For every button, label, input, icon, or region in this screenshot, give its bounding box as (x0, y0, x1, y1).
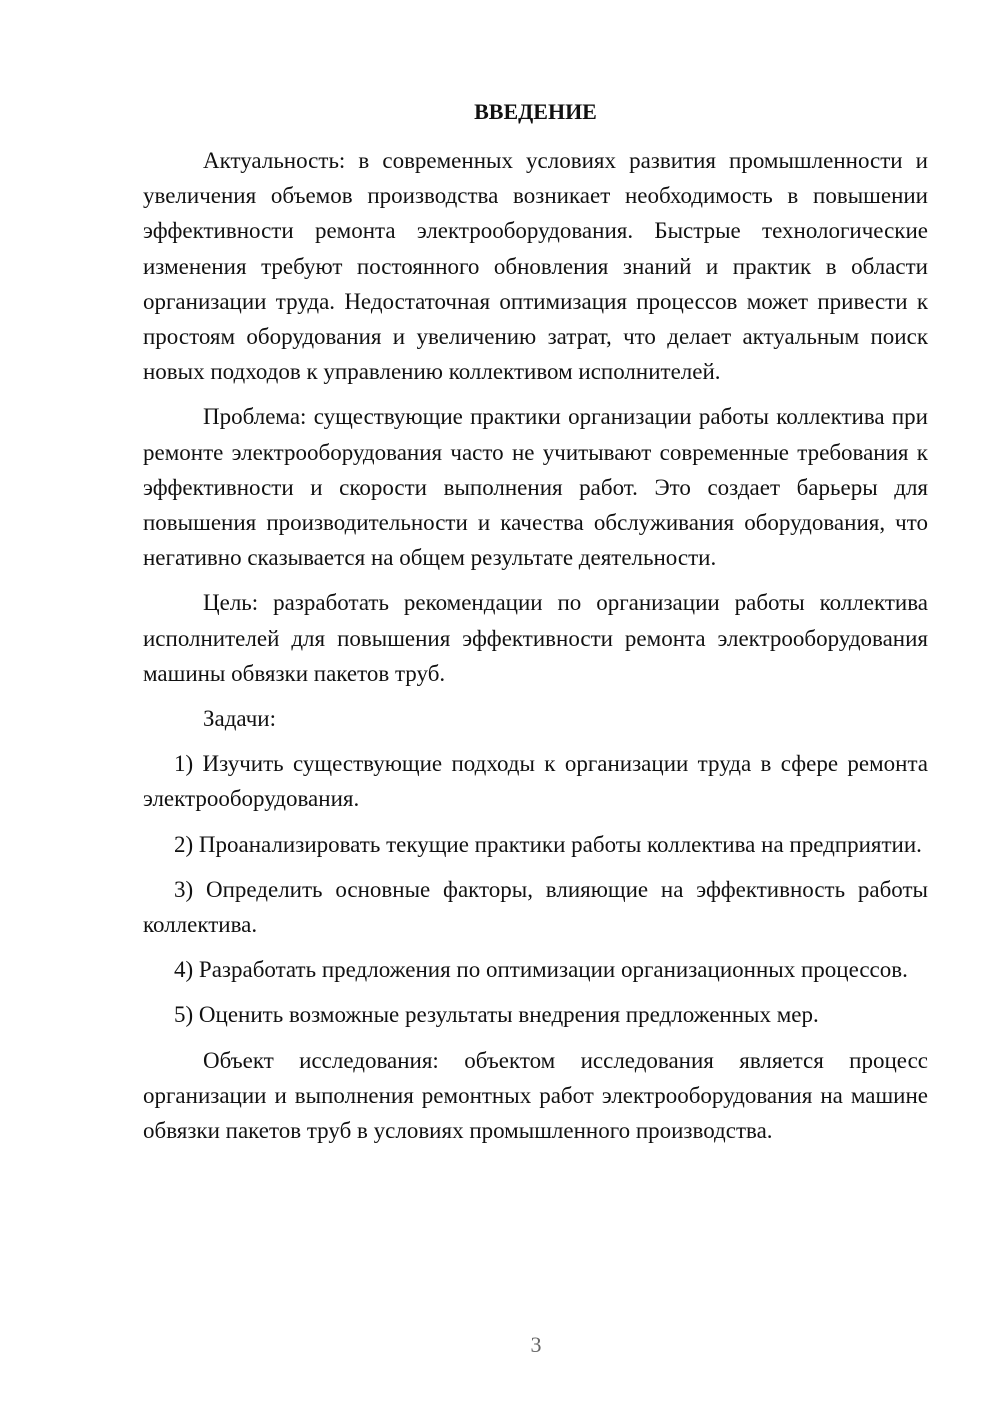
paragraph-goal: Цель: разработать рекомендации по организации работы коллектива исполнителей для повышения эффективности ремонта электрооборудования машины обвязки пакетов труб. (143, 590, 928, 686)
tasks-heading: Задачи: (203, 706, 276, 732)
page-number: 3 (530, 1332, 542, 1357)
paragraph-relevance: Актуальность: в современных условиях развития промышленности и увеличения объемов производства возникает необходимость в повышении эффективности ремонта электрооборудования. Быстрые технологические изменения требуют постоянного обновления знаний и практик в области организации труда. Недостаточная оптимизация процессов может привести к простоям оборудования и увеличению затрат, что делает актуальным поиск новых подходов к управлению коллективом исполнителей. (143, 148, 928, 385)
page-content (143, 94, 928, 1158)
paragraph-object: Объект исследования: объектом исследования является процесс организации и выполнения ремонтных работ электрооборудования на машине обвязки пакетов труб в условиях промышленного производства. (143, 1047, 928, 1144)
task-item-4: 4) Разработать предложения по оптимизации организационных процессов. (174, 957, 908, 983)
page-title: ВВЕДЕНИЕ (474, 99, 597, 124)
paragraph-problem: Проблема: существующие практики организации работы коллектива при ремонте электрооборудования часто не учитывают современные требования к эффективности и скорости выполнения работ. Это создает барьеры для повышения производительности и качества обслуживания оборудования, что негативно сказывается на общем результате деятельности. (143, 404, 928, 571)
task-item-1: 1) Изучить существующие подходы к организации труда в сфере ремонта электрооборудования. (143, 751, 928, 812)
task-item-2: 2) Проанализировать текущие практики работы коллектива на предприятии. (174, 831, 922, 857)
task-item-3: 3) Определить основные факторы, влияющие на эффективность работы коллектива. (143, 876, 928, 938)
task-item-5: 5) Оценить возможные результаты внедрения предложенных мер. (174, 1002, 819, 1028)
